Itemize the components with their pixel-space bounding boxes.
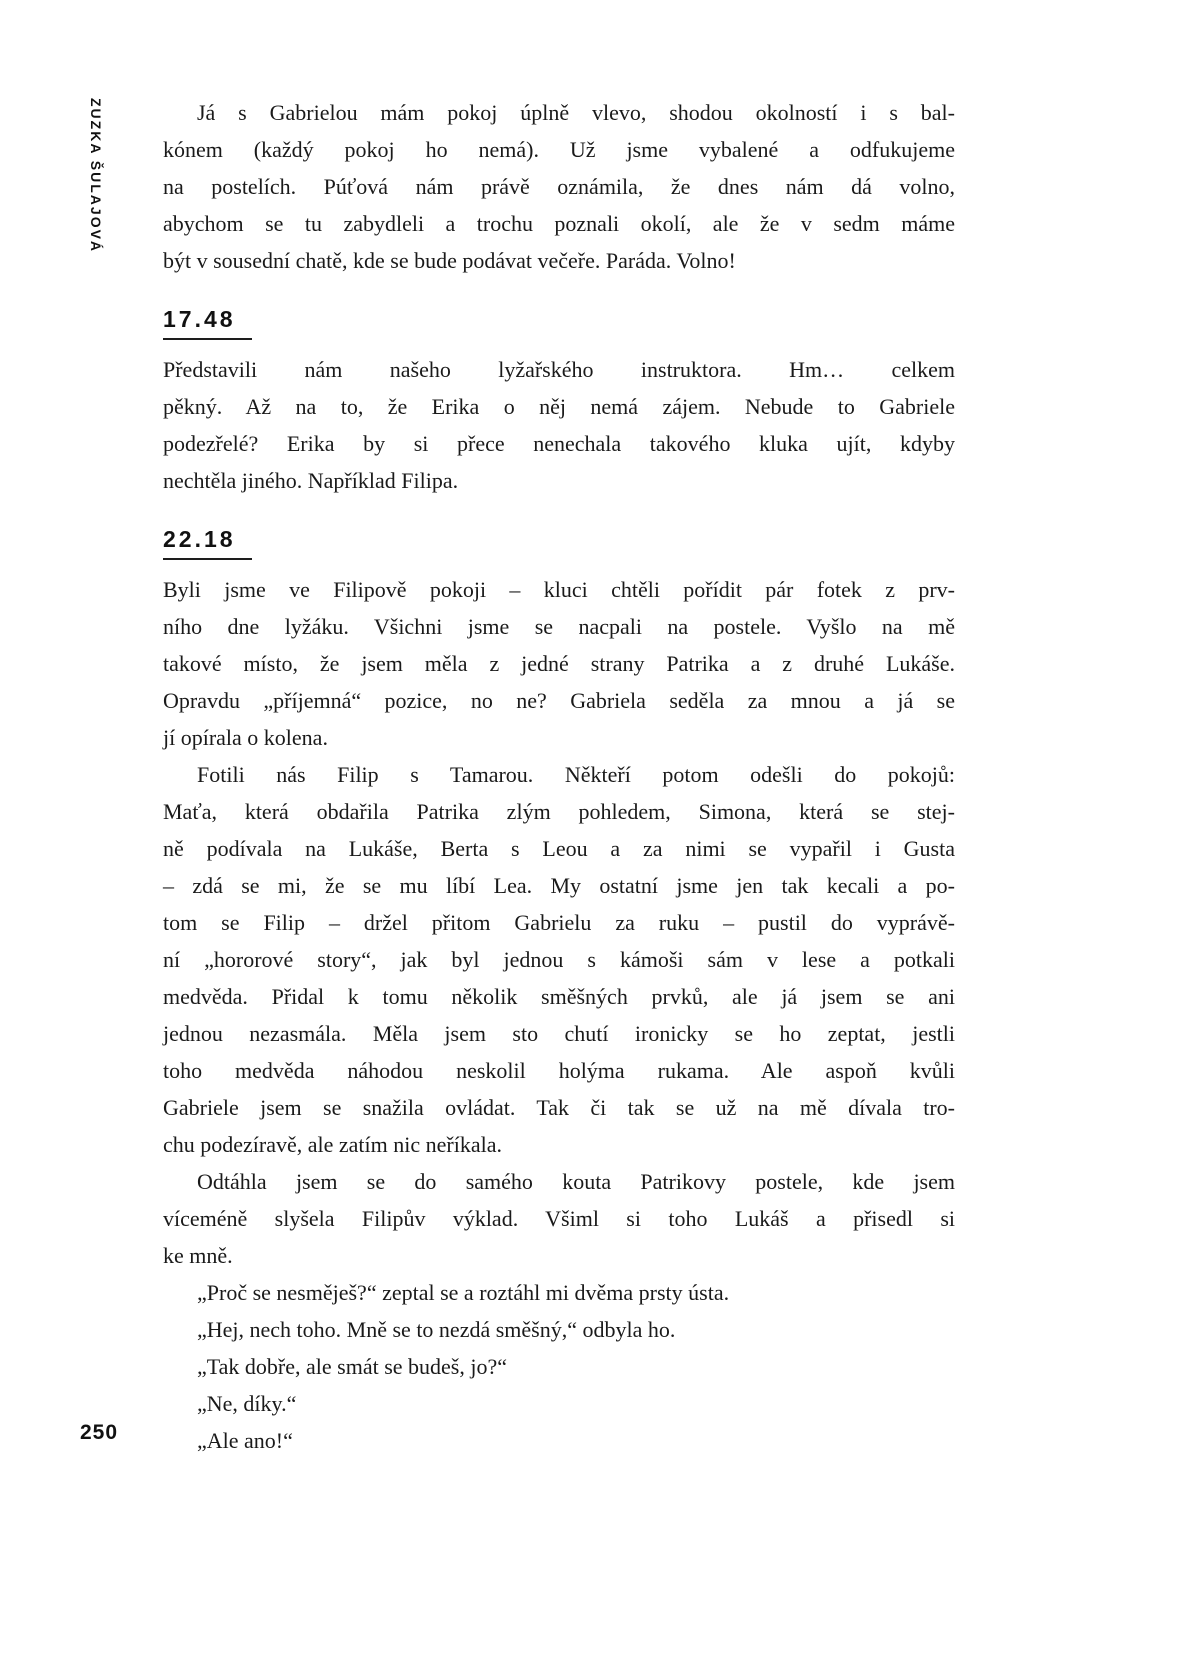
paragraph xyxy=(163,1385,955,1422)
paragraph xyxy=(163,1311,955,1348)
text-line: „Ne, díky.“ xyxy=(197,1391,297,1416)
paragraph xyxy=(163,351,955,499)
text-line: nechtěla jiného. Například Filipa. xyxy=(163,468,459,493)
time-heading-row xyxy=(163,304,955,340)
text-line: „Proč se nesměješ?“ zeptal se a roztáhl mi dvěma prsty ústa. xyxy=(197,1280,730,1305)
paragraph xyxy=(163,1274,955,1311)
paragraph xyxy=(163,1348,955,1385)
text-line: Maťa, která obdařila Patrika zlým pohledem, Simona, která se stej- xyxy=(163,799,955,824)
text-line: ní „hororové story“, jak byl jednou s kámoši sám v lese a potkali xyxy=(163,947,955,972)
text-line: „Tak dobře, ale smát se budeš, jo?“ xyxy=(197,1354,508,1379)
text-line: víceméně slyšela Filipův výklad. Všiml si toho Lukáš a přisedl si xyxy=(163,1206,955,1231)
text-line: chu podezíravě, ale zatím nic neříkala. xyxy=(163,1132,502,1157)
text-line: „Hej, nech toho. Mně se to nezdá směšný,“ odbyla ho. xyxy=(197,1317,676,1342)
paragraph xyxy=(163,756,955,1163)
text-line: Gabriele jsem se snažila ovládat. Tak či tak se už na mě dívala tro- xyxy=(163,1095,955,1120)
text-line: medvěda. Přidal k tomu několik směšných prvků, ale já jsem se ani xyxy=(163,984,955,1009)
text-line: ke mně. xyxy=(163,1243,233,1268)
author-running-head: ZUZKA ŠULAJOVÁ xyxy=(88,98,104,254)
text-line: „Ale ano!“ xyxy=(197,1428,293,1453)
text-line: kónem (každý pokoj ho nemá). Už jsme vybalené a odfukujeme xyxy=(163,137,955,162)
text-line: Odtáhla jsem se do samého kouta Patrikovy postele, kde jsem xyxy=(197,1169,955,1194)
text-line: takové místo, že jsem měla z jedné strany Patrika a z druhé Lukáše. xyxy=(163,651,955,676)
text-line: ního dne lyžáku. Všichni jsme se nacpali na postele. Vyšlo na mě xyxy=(163,614,955,639)
text-line: jednou nezasmála. Měla jsem sto chutí ironicky se ho zeptat, jestli xyxy=(163,1021,955,1046)
time-heading-row xyxy=(163,524,955,560)
text-line: ně podívala na Lukáše, Berta s Leou a za nimi se vypařil i Gusta xyxy=(163,836,955,861)
time-heading: 22.18 xyxy=(163,524,252,560)
text-line: být v sousední chatě, kde se bude podávat večeře. Paráda. Volno! xyxy=(163,248,736,273)
text-line: – zdá se mi, že se mu líbí Lea. My ostatní jsme jen tak kecali a po- xyxy=(163,873,955,898)
text-line: abychom se tu zabydleli a trochu poznali okolí, ale že v sedm máme xyxy=(163,211,955,236)
text-line: Byli jsme ve Filipově pokoji – kluci chtěli pořídit pár fotek z prv- xyxy=(163,577,955,602)
page-number: 250 xyxy=(80,1421,119,1444)
text-line: Já s Gabrielou mám pokoj úplně vlevo, shodou okolností i s bal- xyxy=(197,100,955,125)
text-line: tom se Filip – držel přitom Gabrielu za ruku – pustil do vyprávě- xyxy=(163,910,955,935)
text-line: Fotili nás Filip s Tamarou. Někteří potom odešli do pokojů: xyxy=(197,762,955,787)
text-block xyxy=(163,94,955,1459)
paragraph xyxy=(163,1163,955,1274)
text-line: jí opírala o kolena. xyxy=(163,725,328,750)
text-line: Opravdu „příjemná“ pozice, no ne? Gabriela seděla za mnou a já se xyxy=(163,688,955,713)
paragraph xyxy=(163,94,955,279)
paragraph xyxy=(163,1422,955,1459)
text-line: na postelích. Púťová nám právě oznámila, že dnes nám dá volno, xyxy=(163,174,955,199)
text-line: toho medvěda náhodou neskolil holýma rukama. Ale aspoň kvůli xyxy=(163,1058,955,1083)
text-line: pěkný. Až na to, že Erika o něj nemá zájem. Nebude to Gabriele xyxy=(163,394,955,419)
text-line: podezřelé? Erika by si přece nenechala takového kluka ujít, kdyby xyxy=(163,431,955,456)
text-line: Představili nám našeho lyžařského instruktora. Hm… celkem xyxy=(163,357,955,382)
paragraph xyxy=(163,571,955,756)
time-heading: 17.48 xyxy=(163,304,252,340)
